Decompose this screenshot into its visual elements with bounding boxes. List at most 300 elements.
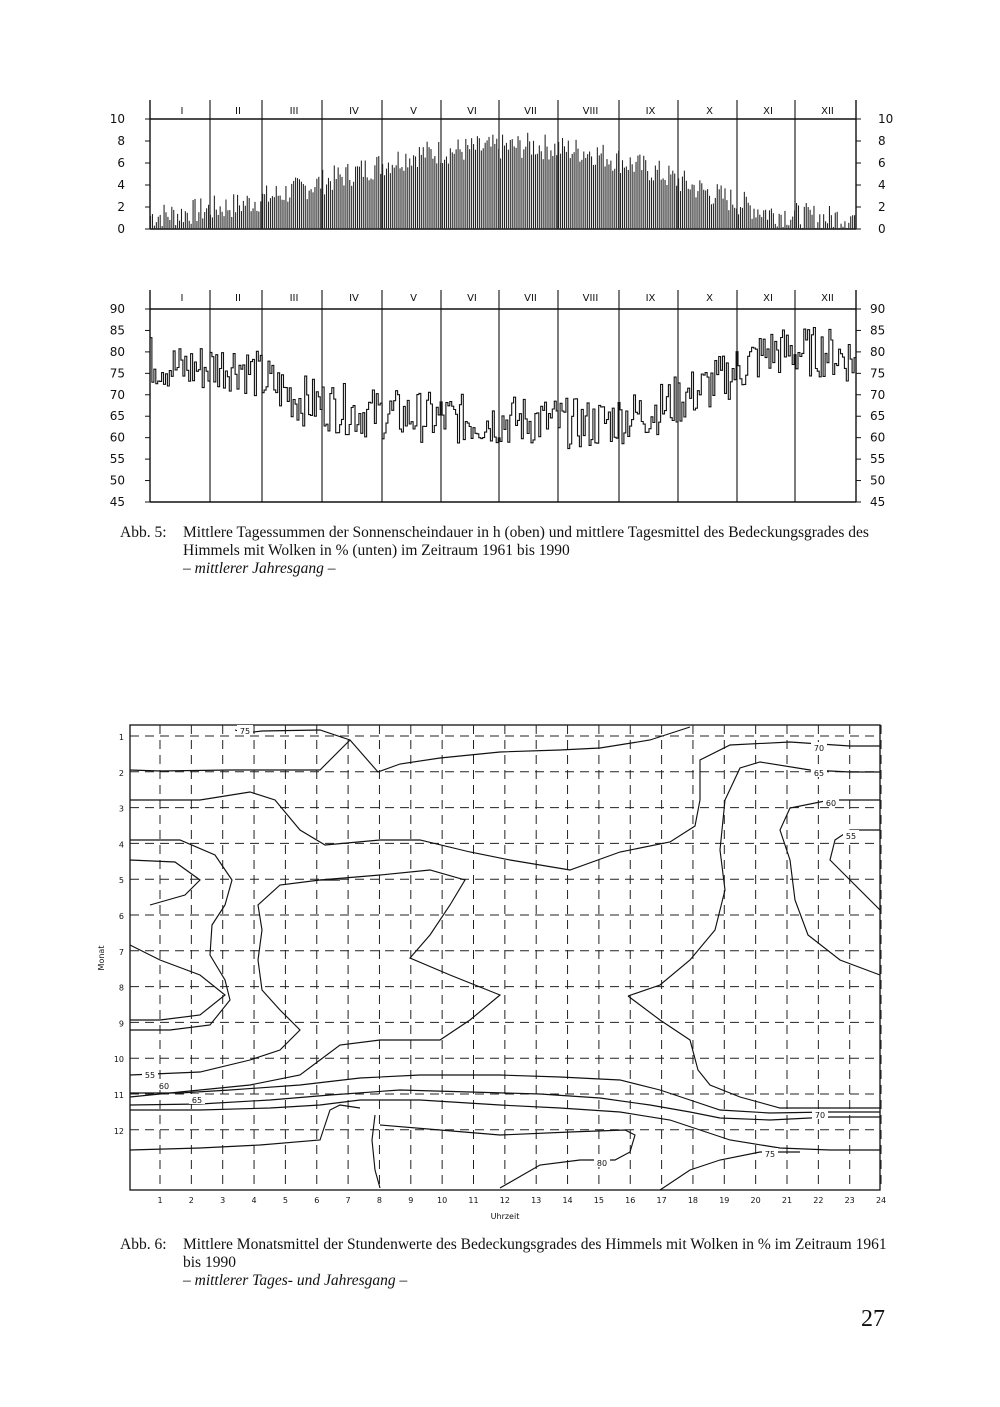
sunshine-bar — [202, 218, 203, 229]
y-tick-label-left: 80 — [109, 344, 125, 359]
sunshine-bar — [210, 215, 211, 229]
sunshine-bar — [649, 180, 650, 229]
sunshine-bar — [647, 171, 648, 229]
contour-label: 75 — [239, 727, 251, 736]
sunshine-bar — [216, 210, 217, 229]
sunshine-bar — [763, 210, 764, 229]
sunshine-bar — [164, 205, 165, 229]
sunshine-bar — [218, 215, 219, 229]
sunshine-bar — [427, 142, 428, 229]
sunshine-bar — [436, 163, 437, 229]
figure5-caption-text: Mittlere Tagessummen der Sonnenscheindauer in h (oben) und mittlere Tagesmittel des Bedeckungsgrades des Himmels mit Wolken in % (unten) im Zeitraum 1961 bis 1990 — [183, 524, 869, 559]
sunshine-bar — [819, 214, 820, 229]
sunshine-bar — [181, 209, 182, 229]
sunshine-bar — [330, 181, 331, 229]
sunshine-bar — [512, 139, 513, 229]
sunshine-bar — [465, 139, 466, 229]
x-tick-label: 6 — [314, 1196, 320, 1205]
sunshine-bar — [187, 213, 188, 229]
sunshine-bar — [481, 151, 482, 229]
sunshine-bar — [781, 215, 782, 229]
sunshine-bar — [593, 165, 594, 229]
sunshine-bar — [198, 212, 199, 229]
sunshine-bar — [568, 141, 569, 229]
sunshine-bar — [361, 161, 362, 229]
sunshine-bar — [612, 171, 613, 229]
sunshine-bar — [548, 159, 549, 229]
sunshine-bar — [610, 161, 611, 229]
sunshine-bar — [850, 216, 851, 229]
y-tick-label: 8 — [118, 983, 124, 993]
sunshine-bar — [672, 171, 673, 229]
sunshine-bar — [475, 150, 476, 229]
sunshine-bar — [695, 197, 696, 229]
sunshine-bar — [798, 205, 799, 229]
sunshine-bar — [233, 194, 234, 229]
figure5-subcaption: – mittlerer Jahresgang – — [183, 560, 336, 577]
sunshine-bar — [328, 178, 329, 229]
sunshine-bar — [655, 166, 656, 229]
sunshine-bar — [589, 151, 590, 229]
sunshine-bar — [813, 206, 814, 229]
y-tick-label: 6 — [118, 912, 124, 921]
sunshine-bar — [808, 207, 809, 229]
sunshine-bar — [278, 196, 279, 229]
month-label: XI — [763, 293, 773, 304]
sunshine-bar — [674, 174, 675, 229]
sunshine-bar — [678, 178, 679, 229]
sunshine-bar — [191, 224, 192, 229]
x-tick-label: 22 — [813, 1196, 824, 1205]
sunshine-bar — [759, 215, 760, 229]
sunshine-bar — [653, 180, 654, 229]
contour-label: 65 — [191, 1096, 203, 1105]
sunshine-bar — [272, 196, 273, 229]
sunshine-bar — [628, 170, 629, 229]
sunshine-bar — [736, 209, 737, 229]
month-label: VIII — [582, 293, 599, 304]
sunshine-bar — [514, 146, 515, 229]
sunshine-bar — [237, 195, 238, 229]
sunshine-bar — [556, 155, 557, 229]
sunshine-bar — [792, 217, 793, 229]
sunshine-bar — [185, 211, 186, 229]
y-tick-label-right: 10 — [878, 112, 894, 126]
sunshine-bar — [454, 154, 455, 229]
sunshine-bar — [280, 196, 281, 229]
contour-label: 80 — [596, 1159, 608, 1168]
sunshine-bar — [622, 160, 623, 229]
sunshine-bar — [390, 173, 391, 229]
sunshine-bar — [541, 151, 542, 229]
figure6-label: Abb. 6: — [120, 1236, 167, 1253]
sunshine-bar — [483, 148, 484, 229]
sunshine-bar — [661, 180, 662, 229]
sunshine-bar — [574, 152, 575, 229]
sunshine-bar — [338, 167, 339, 229]
sunshine-bar — [307, 199, 308, 229]
sunshine-bar — [800, 224, 801, 229]
y-tick-label-right: 55 — [870, 452, 886, 467]
sunshine-bar — [686, 181, 687, 229]
sunshine-bar — [504, 146, 505, 229]
sunshine-bar — [471, 138, 472, 229]
month-label: XI — [763, 106, 773, 117]
sunshine-bar — [258, 211, 259, 229]
month-label: IV — [349, 106, 359, 117]
sunshine-bar — [632, 164, 633, 229]
sunshine-bar — [723, 199, 724, 229]
y-tick-label-right: 80 — [870, 344, 886, 359]
sunshine-bar — [309, 191, 310, 229]
sunshine-bar — [473, 144, 474, 229]
sunshine-bar — [227, 210, 228, 229]
y-tick-label-right: 6 — [878, 156, 886, 170]
sunshine-bar — [839, 228, 840, 229]
y-tick-label: 4 — [118, 840, 124, 850]
isopleth-plot — [97, 725, 886, 1221]
sunshine-bar — [268, 202, 269, 229]
sunshine-bar — [815, 228, 816, 229]
sunshine-bar — [560, 154, 561, 229]
sunshine-bar — [844, 221, 845, 229]
sunshine-bar — [266, 186, 267, 229]
y-tick-label-left: 0 — [117, 222, 125, 236]
sunshine-bar — [150, 216, 151, 229]
sunshine-bar — [351, 186, 352, 229]
sunshine-bar — [577, 149, 578, 229]
sunshine-bar — [316, 179, 317, 229]
sunshine-bar — [378, 156, 379, 229]
sunshine-bar — [699, 180, 700, 229]
figure5-label: Abb. 5: — [120, 524, 167, 541]
month-label: II — [235, 293, 241, 304]
sunshine-bar — [717, 184, 718, 229]
sunshine-bar — [645, 160, 646, 229]
sunshine-bar — [688, 189, 689, 229]
sunshine-bar — [812, 215, 813, 229]
sunshine-bar — [510, 140, 511, 229]
sunshine-bar — [771, 209, 772, 229]
x-tick-label: 23 — [844, 1196, 855, 1205]
sunshine-bar — [605, 166, 606, 229]
sunshine-bar — [630, 157, 631, 229]
sunshine-bar — [579, 162, 580, 229]
sunshine-bar — [285, 186, 286, 229]
sunshine-bar — [245, 206, 246, 229]
y-tick-label-right: 60 — [870, 430, 886, 445]
sunshine-bar — [545, 135, 546, 229]
sunshine-bar — [204, 212, 205, 229]
sunshine-bar — [467, 145, 468, 229]
sunshine-bar — [709, 196, 710, 229]
sunshine-bar — [396, 165, 397, 229]
sunshine-bar — [518, 136, 519, 229]
y-tick-label: 5 — [118, 876, 124, 886]
sunshine-bar — [303, 184, 304, 229]
sunshine-bar — [384, 175, 385, 229]
month-label: XII — [821, 293, 834, 304]
sunshine-bar — [407, 167, 408, 229]
sunshine-bar — [835, 213, 836, 229]
sunshine-bar — [160, 215, 161, 229]
y-tick-label-right: 75 — [870, 366, 886, 381]
sunshine-bar — [765, 210, 766, 229]
sunshine-bar — [154, 226, 155, 229]
sunshine-bar — [434, 156, 435, 229]
sunshine-bar — [229, 210, 230, 229]
sunshine-bar — [253, 208, 254, 229]
sunshine-bar — [680, 191, 681, 229]
sunshine-bar — [363, 177, 364, 229]
sunshine-bar — [550, 150, 551, 229]
sunshine-bar — [367, 177, 368, 229]
sunshine-bar — [430, 149, 431, 229]
sunshine-bar — [533, 141, 534, 229]
contour-line — [130, 870, 500, 1097]
sunshine-bar — [262, 194, 263, 229]
sunshine-bar — [639, 155, 640, 229]
cloud-cover-line — [150, 328, 856, 449]
y-tick-label-left: 60 — [109, 430, 125, 445]
sunshine-bar — [570, 158, 571, 229]
x-tick-label: 5 — [282, 1196, 288, 1205]
sunshine-bar — [761, 217, 762, 229]
sunshine-bar — [703, 190, 704, 229]
sunshine-bar — [786, 225, 787, 229]
sunshine-bar — [790, 220, 791, 229]
sunshine-bar — [500, 158, 501, 229]
y-tick-label-left: 4 — [117, 178, 125, 192]
sunshine-bar — [295, 178, 296, 229]
month-label: VIII — [582, 106, 599, 117]
sunshine-bar — [701, 183, 702, 229]
sunshine-bar — [746, 197, 747, 229]
sunshine-bar — [456, 149, 457, 229]
sunshine-bar — [220, 206, 221, 229]
sunshine-bar — [200, 198, 201, 229]
sunshine-bar — [458, 139, 459, 229]
sunshine-bar — [235, 212, 236, 229]
sunshine-bar — [721, 185, 722, 229]
sunshine-bar — [438, 142, 439, 229]
contour-label: 70 — [814, 1111, 826, 1120]
sunshine-bar — [603, 145, 604, 229]
contour-line — [130, 1105, 360, 1150]
sunshine-bar — [490, 147, 491, 229]
sunshine-bar — [783, 227, 784, 229]
sunshine-bar — [212, 217, 213, 229]
sunshine-bar — [469, 149, 470, 229]
sunshine-bar — [732, 205, 733, 229]
sunshine-bar — [380, 174, 381, 229]
sunshine-bar — [417, 167, 418, 229]
sunshine-bar — [225, 200, 226, 229]
sunshine-bar — [616, 153, 617, 229]
sunshine-bar — [705, 190, 706, 229]
sunshine-bar — [461, 152, 462, 229]
sunshine-bar — [773, 213, 774, 229]
sunshine-bar — [788, 225, 789, 229]
sunshine-bar — [276, 186, 277, 229]
sunshine-bar — [425, 158, 426, 229]
sunshine-bar — [299, 179, 300, 229]
sunshine-bar — [183, 222, 184, 229]
sunshine-bar — [372, 180, 373, 230]
sunshine-bar — [371, 178, 372, 229]
sunshine-bar — [831, 215, 832, 229]
y-tick-label-right: 65 — [870, 409, 886, 424]
sunshine-bar — [214, 196, 215, 229]
contour-line — [130, 860, 200, 905]
sunshine-bar — [349, 180, 350, 229]
y-tick-label-left: 90 — [109, 302, 125, 316]
sunshine-bar — [516, 148, 517, 229]
contour-label: 70 — [813, 744, 825, 753]
sunshine-bar — [196, 221, 197, 229]
sunshine-bar — [829, 206, 830, 229]
sunshine-bar — [297, 178, 298, 229]
y-tick-label-left: 70 — [109, 387, 125, 402]
x-tick-label: 3 — [220, 1196, 226, 1205]
contour-label: 55 — [845, 832, 857, 841]
sunshine-bar — [485, 143, 486, 229]
sunshine-bar — [353, 182, 354, 229]
sunshine-bar — [448, 164, 449, 229]
contour-label: 65 — [813, 769, 825, 778]
sunshine-bar — [591, 156, 592, 229]
sunshine-bar — [564, 146, 565, 229]
sunshine-bar — [477, 136, 478, 229]
sunshine-bar — [769, 210, 770, 229]
sunshine-bar — [488, 137, 489, 229]
sunshine-bar — [403, 171, 404, 229]
sunshine-bar — [535, 154, 536, 229]
sunshine-bar — [359, 167, 360, 229]
x-tick-label: 24 — [875, 1196, 887, 1205]
sunshine-bar — [326, 184, 327, 229]
sunshine-bar — [599, 155, 600, 229]
sunshine-bar — [496, 139, 497, 229]
sunshine-bar — [341, 177, 342, 229]
sunshine-bar — [301, 182, 302, 229]
sunshine-bar — [726, 200, 727, 229]
x-tick-label: 17 — [656, 1196, 667, 1205]
sunshine-bar — [314, 187, 315, 229]
y-tick-label-right: 85 — [870, 323, 886, 338]
sunshine-bar — [264, 194, 265, 229]
contour-label: 60 — [825, 799, 837, 808]
sunshine-bar — [767, 220, 768, 229]
sunshine-bar — [601, 153, 602, 229]
cloud-cover-plot — [110, 290, 886, 509]
x-tick-label: 18 — [687, 1196, 699, 1205]
sunshine-bar — [583, 152, 584, 229]
y-tick-label-right: 45 — [870, 495, 886, 509]
sunshine-bar — [171, 207, 172, 229]
sunshine-bar — [498, 149, 499, 229]
sunshine-bar — [519, 140, 520, 229]
sunshine-plot — [110, 100, 894, 236]
month-label: III — [289, 293, 299, 304]
sunshine-bar — [581, 160, 582, 229]
y-tick-label: 11 — [113, 1091, 124, 1100]
sunshine-bar — [345, 167, 346, 229]
contour-label: 55 — [144, 1071, 156, 1080]
month-label: I — [180, 293, 184, 304]
y-tick-label-left: 2 — [117, 200, 125, 214]
sunshine-bar — [305, 186, 306, 229]
y-tick-label-right: 70 — [870, 387, 886, 402]
sunshine-bar — [405, 154, 406, 229]
sunshine-bar — [369, 180, 370, 229]
sunshine-bar — [796, 203, 797, 229]
x-tick-label: 8 — [376, 1196, 382, 1205]
sunshine-bar — [614, 169, 615, 229]
sunshine-bar — [251, 211, 252, 229]
sunshine-bar — [523, 149, 524, 229]
sunshine-bar — [208, 205, 209, 229]
sunshine-bar — [810, 210, 811, 229]
sunshine-bar — [752, 219, 753, 229]
sunshine-bar — [657, 170, 658, 229]
sunshine-bar — [446, 156, 447, 229]
sunshine-bar — [222, 212, 223, 229]
month-label: X — [706, 106, 713, 117]
sunshine-bar — [442, 163, 443, 229]
sunshine-bar — [779, 214, 780, 229]
sunshine-bar — [444, 160, 445, 229]
sunshine-bar — [597, 147, 598, 229]
sunshine-bar — [247, 196, 248, 229]
sunshine-bar — [386, 169, 387, 229]
sunshine-bar — [618, 151, 619, 229]
sunshine-bar — [400, 168, 401, 229]
sunshine-bar — [641, 170, 642, 229]
month-label: VI — [467, 106, 477, 117]
x-tick-label: 21 — [781, 1196, 793, 1205]
sunshine-bar — [270, 198, 271, 229]
sunshine-bar — [165, 212, 166, 229]
sunshine-bar — [177, 214, 178, 229]
sunshine-bar — [282, 200, 283, 229]
figure6-subcaption: – mittlerer Tages- und Jahresgang – — [183, 1272, 408, 1289]
sunshine-bar — [243, 201, 244, 229]
sunshine-bar — [409, 158, 410, 229]
sunshine-bar — [289, 198, 290, 229]
sunshine-bar — [421, 155, 422, 229]
sunshine-bar — [392, 165, 393, 229]
month-label: III — [289, 106, 299, 117]
sunshine-bar — [852, 215, 853, 229]
sunshine-bar — [376, 157, 377, 229]
sunshine-bar — [494, 144, 495, 229]
sunshine-bar — [670, 174, 671, 229]
sunshine-bar — [158, 217, 159, 229]
sunshine-bar — [231, 217, 232, 229]
sunshine-bar — [663, 178, 664, 229]
sunshine-bar — [254, 202, 255, 229]
sunshine-bar — [659, 161, 660, 229]
contour-line — [235, 727, 690, 772]
sunshine-bar — [224, 216, 225, 229]
y-tick-label-left: 45 — [109, 495, 125, 509]
sunshine-bar — [179, 221, 180, 229]
y-tick-label-left: 65 — [109, 409, 125, 424]
sunshine-bar — [804, 207, 805, 229]
sunshine-bar — [423, 147, 424, 229]
sunshine-bar — [668, 166, 669, 229]
